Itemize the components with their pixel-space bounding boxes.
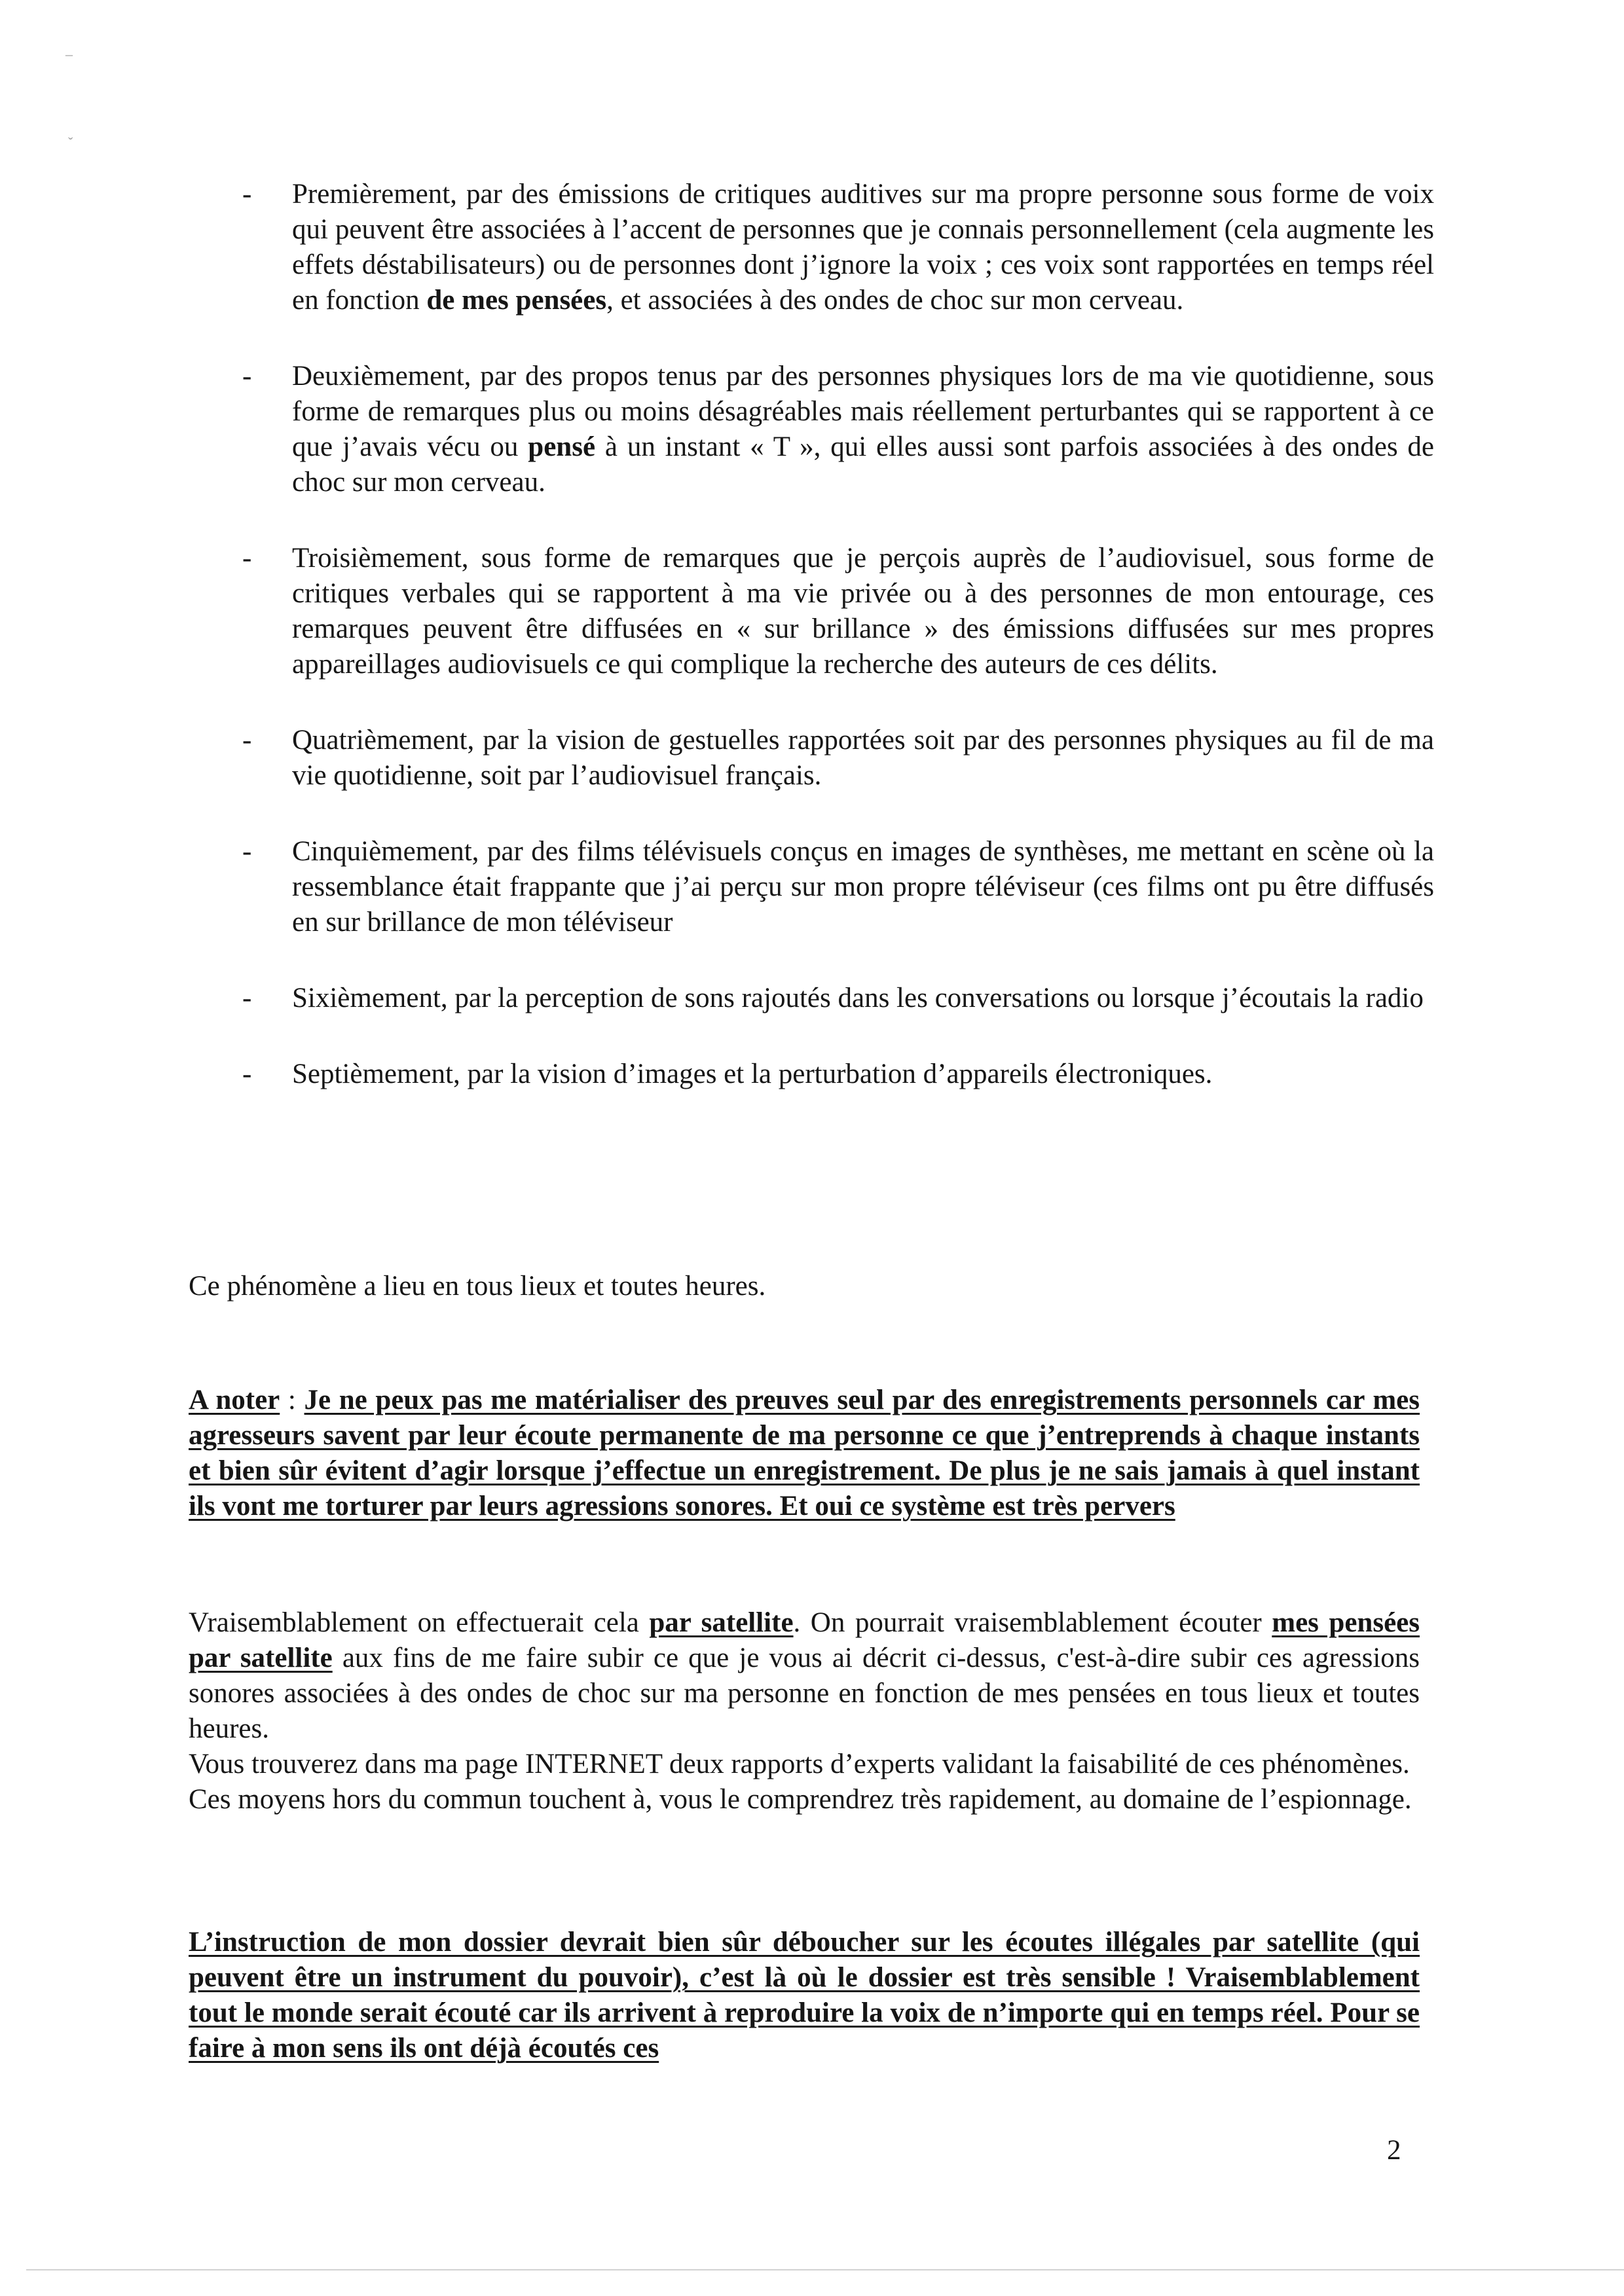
note-text [189,1383,1420,1524]
list-item-text: Sixièmement, par la perception de sons rajoutés dans les conversations ou lorsque j’écoutais la radio [292,983,1424,1013]
bullet-dash: - [242,543,252,574]
phenomenon-paragraph [189,1269,1420,1304]
list-item-text: Quatrièmement, par la vision de gestuelles rapportées soit par des personnes physiques au fil de ma vie quotidienne, soit par l’audiovisuel français. [292,725,1434,791]
scan-speck: ˇ [68,134,73,151]
internet-reports-paragraph: Vous trouverez dans ma page INTERNET deux rapports d’experts validant la faisabilité de ces phénomènes. [189,1749,1410,1779]
satellite-paragraph [189,1605,1420,1747]
instruction-paragraph [189,1925,1420,2066]
list-item-text: Deuxièmement, par des propos tenus par des personnes physiques lors de ma vie quotidienne, sous forme de remarques plus ou moins désagréables mais réellement perturbantes qui se rapportent à ce que j’avais vécu ou [292,361,1434,462]
harassment-methods-list [242,177,1434,1092]
satellite-text: aux fins de me faire subir ce que je vous ai décrit ci-dessus, c'est-à-dire subir ces agressions sonores associées à des ondes de choc sur ma personne en fonction de mes pensées en tous lieux et toutes heures. [189,1643,1420,1744]
list-item-text: à un instant « T », qui elles aussi sont parfois associées à des ondes de choc sur mon cerveau. [292,431,1435,498]
instruction-text: L’instruction de mon dossier devrait bien sûr déboucher sur les écoutes illégales par satellite (qui peuvent être un instrument du pouvoir), c’est là où le dossier est très sensible ! Vraisemblablement tout le monde serait écouté car ils arrivent à reproduire la voix de n’importe qui en temps réel. Pour se faire à mon sens ils ont déjà écoutés ces [189,1927,1420,2064]
list-item-text: , et associées à des ondes de choc sur mon cerveau. [606,285,1184,316]
note-separator: : [280,1385,304,1415]
bullet-dash: - [242,1059,252,1089]
note-body: Je ne peux pas me matérialiser des preuves seul par des enregistrements personnels car mes agresseurs savent par leur écoute permanente de ma personne ce que j’entreprends à chaque instants et bien sûr évitent d’agir lorsque j’effectue un enregistrement. De plus je ne sais jamais à quel instant ils vont me torturer par leurs agressions sonores. Et oui ce système est très pervers [189,1385,1420,1522]
bullet-dash: - [242,725,252,756]
scan-speck: – [65,46,73,62]
page-bottom-edge [26,2269,1624,2270]
bullet-dash: - [242,179,252,210]
page-number: 2 [1387,2135,1401,2166]
list-item-text: Troisièmement, sous forme de remarques que je perçois auprès de l’audiovisuel, sous forme de critiques verbales qui se rapportent à ma vie privée ou à des personnes de mon entourage, ces remarques peuvent être diffusées en « sur brillance » des émissions diffusées sur mes propres appareillages audiovisuels ce qui complique la recherche des auteurs de ces délits. [292,543,1434,680]
list-item-sixiemement [242,981,1434,1016]
satellite-text: . On pourrait vraisemblablement écouter [793,1607,1272,1638]
bullet-dash: - [242,836,252,867]
satellite-bold-text: mes pensées par satellite [189,1607,1420,1673]
list-item-quatriemement [242,723,1434,793]
list-item-septiemement [242,1057,1434,1092]
list-item-text: Septièmement, par la vision d’images et la perturbation d’appareils électroniques. [292,1059,1213,1089]
note-paragraph [189,1383,1420,1524]
satellite-text: Vraisemblablement on effectuerait cela [189,1607,650,1638]
bullet-dash: - [242,361,252,392]
note-label: A noter [189,1385,280,1415]
list-item-text: Cinquièmement, par des films télévisuels conçus en images de synthèses, me mettant en scène où la ressemblance était frappante que j’ai perçu sur mon propre téléviseur (ces films ont pu être diffusés en sur brillance de mon téléviseur [292,836,1434,938]
list-item-troisiemement [242,541,1434,682]
satellite-bold-text: par satellite [649,1607,794,1638]
phenomenon-text: Ce phénomène a lieu en tous lieux et toutes heures. [189,1271,766,1302]
list-item-text: Premièrement, par des émissions de critiques auditives sur ma propre personne sous forme de voix qui peuvent être associées à l’accent de personnes que je connais personnellement (cela augmente les effets déstabilisateurs) ou de personnes dont j’ignore la voix ; ces voix sont rapportées en temps réel en fonction [292,179,1434,316]
list-item-premierement [242,177,1434,318]
list-item-cinquiemement [242,834,1434,940]
list-item-deuxiemement [242,359,1434,500]
list-item-bold-text: pensé [528,431,596,462]
bullet-dash: - [242,983,252,1013]
espionage-paragraph: Ces moyens hors du commun touchent à, vous le comprendrez très rapidement, au domaine de l’espionnage. [189,1784,1412,1815]
list-item-bold-text: de mes pensées [426,285,607,316]
satellite-section [189,1605,1420,1817]
